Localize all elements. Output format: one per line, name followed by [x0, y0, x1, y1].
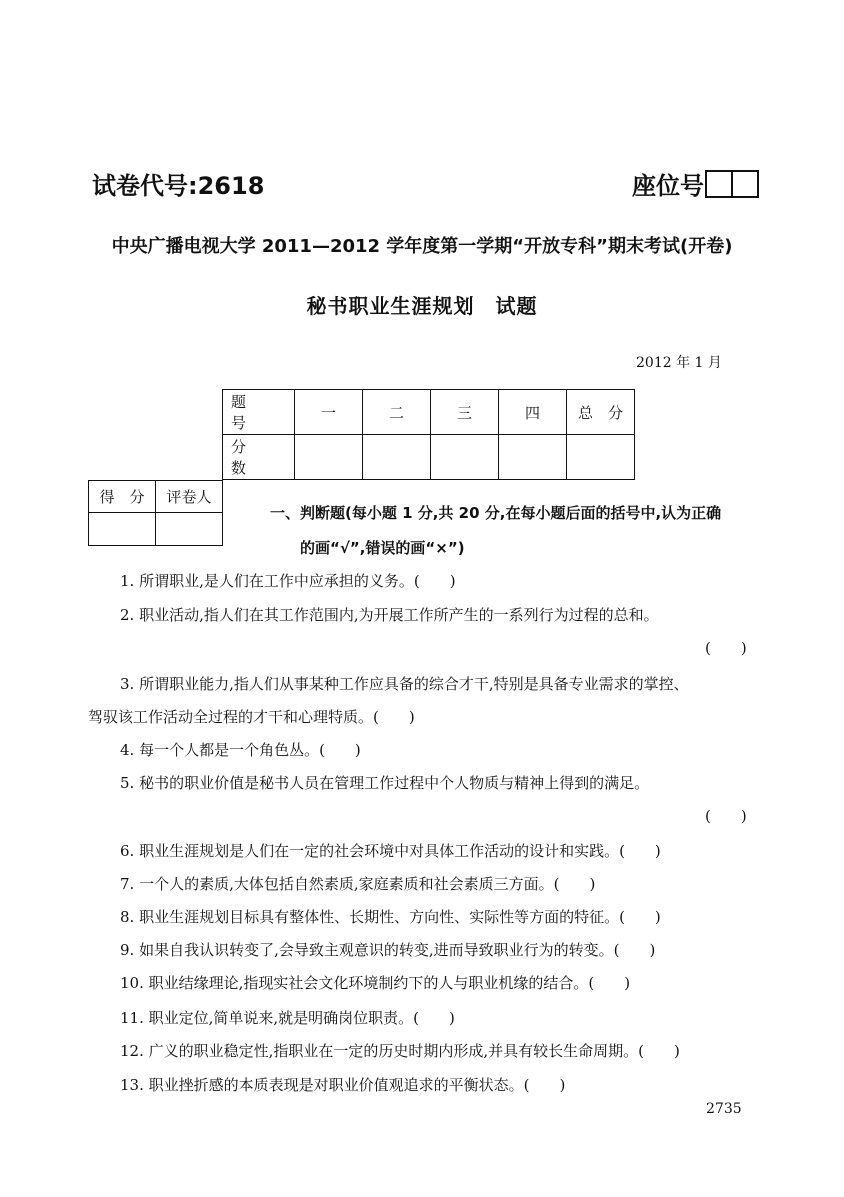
column-2: 二 [363, 390, 431, 435]
subject-title: 秘书职业生涯规划 试题 [306, 294, 538, 318]
question-13: 13. 职业挫折感的本质表现是对职业价值观追求的平衡状态。( ) [120, 1076, 566, 1094]
question-2-answer-paren: ( ) [705, 639, 747, 657]
question-7: 7. 一个人的素质,大体包括自然素质,家庭素质和社会素质三方面。( ) [120, 875, 596, 893]
grader-score-cell[interactable] [89, 513, 156, 546]
column-3: 三 [431, 390, 499, 435]
score-cell-2[interactable] [363, 435, 431, 480]
grader-name-label: 评卷人 [156, 481, 223, 513]
question-number-label: 题 号 [223, 390, 295, 435]
question-5: 5. 秘书的职业价值是秘书人员在管理工作过程中个人物质与精神上得到的满足。 [120, 774, 650, 792]
grader-table [88, 480, 223, 546]
score-table [222, 389, 635, 480]
column-total: 总 分 [567, 390, 635, 435]
question-3-line1: 3. 所谓职业能力,指人们从事某种工作应具备的综合才干,特别是具备专业需求的掌控、 [120, 675, 689, 693]
seat-box-1[interactable] [707, 172, 731, 196]
exam-title: 中央广播电视大学 2011—2012 学年度第一学期“开放专科”期末考试(开卷) [111, 236, 733, 257]
question-6: 6. 职业生涯规划是人们在一定的社会环境中对具体工作活动的设计和实践。( ) [120, 842, 661, 860]
grader-name-cell[interactable] [156, 513, 223, 546]
seat-label: 座位号 [632, 172, 704, 200]
score-cell-4[interactable] [499, 435, 567, 480]
score-cell-1[interactable] [295, 435, 363, 480]
seat-number-boxes[interactable] [705, 170, 759, 198]
section-heading-line1: 一、判断题(每小题 1 分,共 20 分,在每小题后面的括号中,认为正确 [270, 504, 722, 522]
score-cell-total[interactable] [567, 435, 635, 480]
question-11: 11. 职业定位,简单说来,就是明确岗位职责。( ) [120, 1009, 455, 1027]
page-number: 2735 [706, 1101, 742, 1117]
seat-number [632, 166, 759, 201]
question-4: 4. 每一个人都是一个角色丛。( ) [120, 741, 361, 759]
exam-date: 2012 年 1 月 [636, 355, 722, 371]
question-10: 10. 职业结缘理论,指现实社会文化环境制约下的人与职业机缘的结合。( ) [120, 974, 631, 992]
column-4: 四 [499, 390, 567, 435]
question-3-line2: 驾驭该工作活动全过程的才干和心理特质。( ) [88, 708, 415, 726]
score-label: 分 数 [223, 435, 295, 480]
seat-box-2[interactable] [731, 172, 757, 196]
score-cell-3[interactable] [431, 435, 499, 480]
question-2: 2. 职业活动,指人们在其工作范围内,为开展工作所产生的一系列行为过程的总和。 [120, 606, 659, 624]
score-table-header-row [223, 390, 635, 435]
question-1: 1. 所谓职业,是人们在工作中应承担的义务。( ) [120, 572, 456, 590]
paper-code: 试卷代号:2618 [92, 172, 265, 200]
question-5-answer-paren: ( ) [705, 807, 747, 825]
column-1: 一 [295, 390, 363, 435]
question-9: 9. 如果自我认识转变了,会导致主观意识的转变,进而导致职业行为的转变。( ) [120, 941, 656, 959]
score-table-score-row [223, 435, 635, 480]
question-12: 12. 广义的职业稳定性,指职业在一定的历史时期内形成,并具有较长生命周期。( ) [120, 1042, 680, 1060]
question-8: 8. 职业生涯规划目标具有整体性、长期性、方向性、实际性等方面的特征。( ) [120, 908, 661, 926]
grader-score-label: 得 分 [89, 481, 156, 513]
section-heading-line2: 的画“√”,错误的画“×”) [300, 539, 465, 557]
